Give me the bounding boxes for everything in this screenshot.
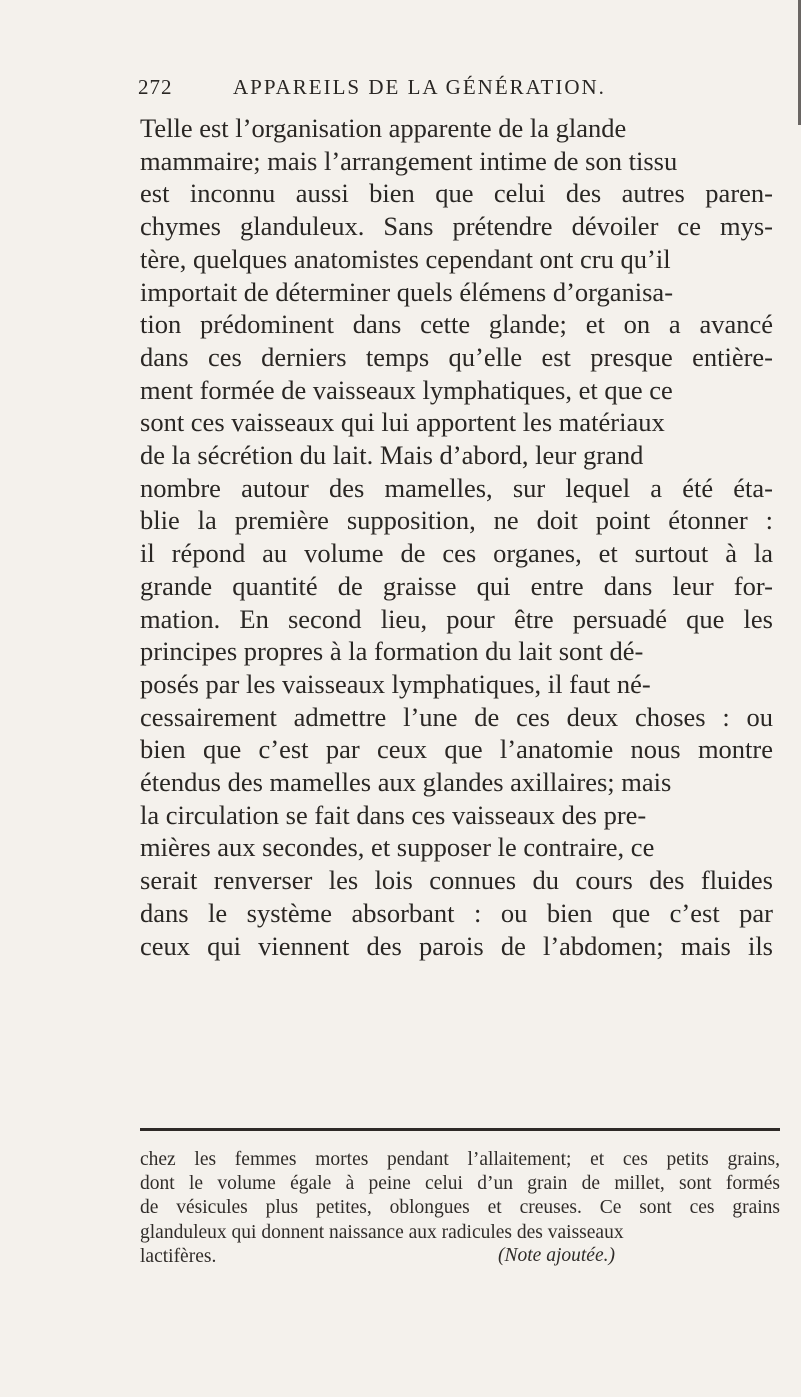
- page-header: [138, 75, 698, 105]
- body-text-line: tion prédominent dans cette glande; et on a avancé: [140, 309, 773, 340]
- body-text-line: étendus des mamelles aux glandes axillaires; mais: [140, 767, 672, 798]
- body-text-line: mammaire; mais l’arrangement intime de son tissu: [140, 145, 678, 176]
- body-text-line: mation. En second lieu, pour être persuadé que les: [140, 603, 773, 634]
- body-text-line: ceux qui viennent des parois de l’abdomen; mais ils: [140, 930, 773, 961]
- body-text-line: est inconnu aussi bien que celui des autres paren-: [140, 178, 773, 209]
- footnote-note-label-wrap: [498, 1244, 615, 1268]
- body-text-line: ment formée de vaisseaux lymphatiques, et que ce: [140, 374, 673, 405]
- footnote-note-label: (Note ajoutée.): [498, 1245, 615, 1266]
- body-text-line: bien que c’est par ceux que l’anatomie nous montre: [140, 734, 773, 765]
- body-text-line: importait de déterminer quels élémens d’organisa-: [140, 276, 674, 307]
- body-text-line: cessairement admettre l’une de ces deux choses : ou: [140, 701, 773, 732]
- footnote-block: [140, 1148, 790, 1269]
- body-text-line: tère, quelques anatomistes cependant ont cru qu’il: [140, 243, 671, 274]
- footnote-line: dont le volume égale à peine celui d’un grain de millet, sont formés: [140, 1173, 780, 1195]
- body-text-line: dans le système absorbant : ou bien que c’est par: [140, 897, 773, 928]
- page-number: 272: [138, 75, 173, 99]
- body-text-line: sont ces vaisseaux qui lui apportent les matériaux: [140, 407, 665, 438]
- main-text-block: [140, 112, 800, 962]
- running-title: APPAREILS DE LA GÉNÉRATION.: [233, 75, 606, 99]
- body-text-line: nombre autour des mamelles, sur lequel a été éta-: [140, 472, 773, 503]
- body-text-line: grande quantité de graisse qui entre dans leur for-: [140, 570, 773, 601]
- body-text-line: dans ces derniers temps qu’elle est presque entière-: [140, 341, 773, 372]
- body-text-line: de la sécrétion du lait. Mais d’abord, leur grand: [140, 440, 644, 471]
- body-text-line: mières aux secondes, et supposer le contraire, ce: [140, 832, 655, 863]
- footnote-separator-rule: [140, 1128, 780, 1131]
- body-text-line: principes propres à la formation du lait sont dé-: [140, 636, 644, 667]
- body-text-line: blie la première supposition, ne doit point étonner :: [140, 505, 773, 536]
- footnote-line: de vésicules plus petites, oblongues et creuses. Ce sont ces grains: [140, 1197, 780, 1219]
- body-text-line: posés par les vaisseaux lymphatiques, il faut né-: [140, 668, 651, 699]
- body-text-line: il répond au volume de ces organes, et surtout à la: [140, 538, 773, 569]
- body-text-line: Telle est l’organisation apparente de la glande: [140, 113, 627, 143]
- body-text-line: la circulation se fait dans ces vaisseaux des pre-: [140, 799, 647, 830]
- body-text-line: chymes glanduleux. Sans prétendre dévoiler ce mys-: [140, 211, 773, 242]
- footnote-line: chez les femmes mortes pendant l’allaitement; et ces petits grains,: [140, 1149, 780, 1170]
- footnote-line: lactifères.: [140, 1245, 217, 1267]
- body-text-line: serait renverser les lois connues du cours des fluides: [140, 865, 773, 896]
- footnote-line: glanduleux qui donnent naissance aux radicules des vaisseaux: [140, 1221, 624, 1243]
